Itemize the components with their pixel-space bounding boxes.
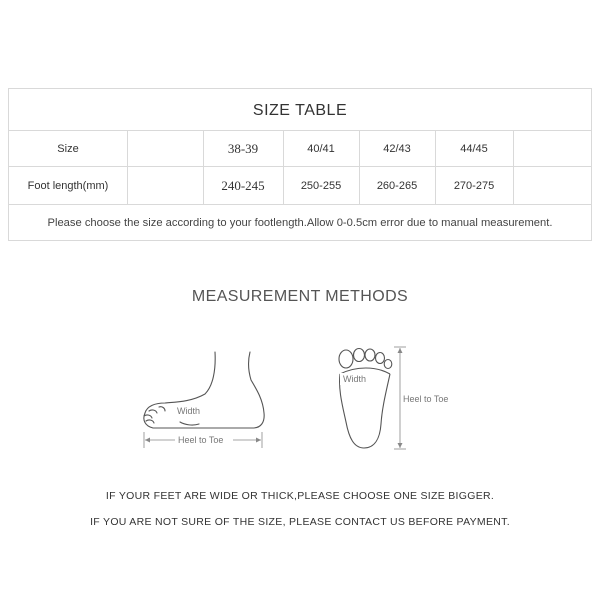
foot-length-row [9, 167, 591, 205]
foot-side-view-diagram [135, 350, 275, 450]
size-cell: 44/45 [460, 142, 488, 155]
foot-side-outline [144, 352, 264, 428]
foot-sole-view-diagram [330, 342, 470, 454]
contact-notice: IF YOU ARE NOT SURE OF THE SIZE, PLEASE CONTACT US BEFORE PAYMENT. [90, 516, 510, 528]
foot-length-cell: 270-275 [453, 179, 495, 192]
size-table-note: Please choose the size according to your footlength.Allow 0-0.5cm error due to manual measurement. [47, 217, 553, 229]
column-divider [127, 131, 128, 166]
column-divider [127, 167, 128, 204]
foot-length-cell: 240-245 [221, 177, 265, 193]
wide-feet-notice: IF YOUR FEET ARE WIDE OR THICK,PLEASE CHOOSE ONE SIZE BIGGER. [105, 490, 495, 502]
sole-width-label: Width [343, 374, 367, 384]
size-table-title: SIZE TABLE [9, 89, 591, 131]
size-cell: 42/43 [383, 142, 411, 155]
sole-heel-to-toe-label: Heel to Toe [403, 394, 449, 404]
size-cell: 40/41 [307, 142, 335, 155]
foot-sole-outline [339, 349, 392, 449]
foot-length-cell: 260-265 [376, 179, 418, 192]
size-row-label: Size [57, 142, 79, 155]
foot-length-row-label: Foot length(mm) [27, 179, 109, 192]
column-divider [513, 131, 514, 166]
column-divider [513, 167, 514, 204]
size-table [8, 88, 592, 241]
measurement-methods-title: MEASUREMENT METHODS [191, 288, 409, 305]
side-width-label: Width [177, 406, 201, 416]
foot-length-cell: 250-255 [300, 179, 342, 192]
size-cell: 38-39 [227, 140, 259, 156]
side-heel-to-toe-label: Heel to Toe [178, 435, 224, 445]
size-row [9, 131, 591, 167]
